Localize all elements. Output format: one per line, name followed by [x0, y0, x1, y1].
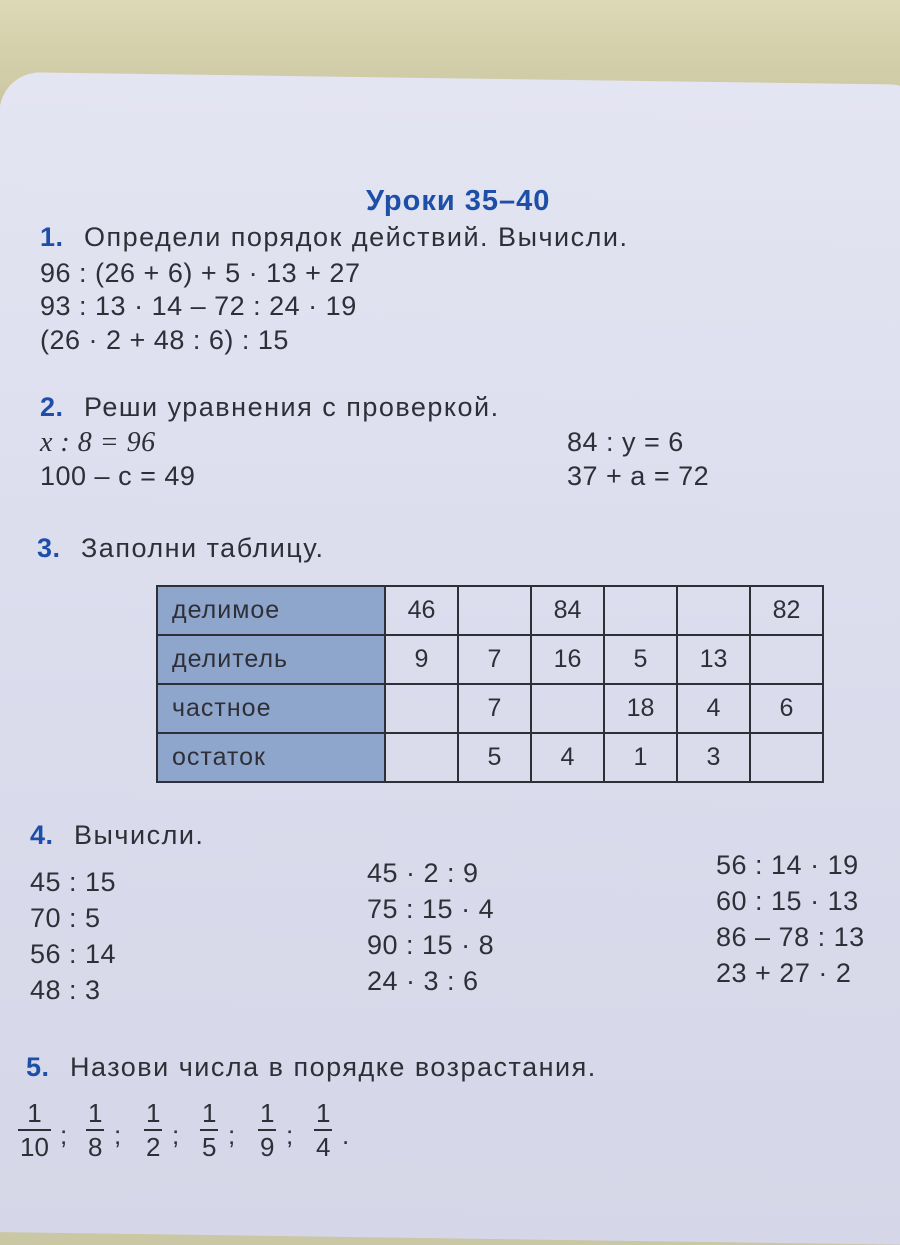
table-cell	[385, 684, 458, 733]
separator: ;	[228, 1120, 236, 1150]
expression: 60 : 15 · 13	[716, 886, 859, 916]
table-row	[157, 684, 823, 733]
expression: 86 – 78 : 13	[716, 922, 865, 952]
row-header: делимое	[157, 586, 385, 635]
separator: ;	[114, 1120, 122, 1150]
expression: 45 : 15	[30, 867, 117, 897]
separator: ;	[60, 1120, 68, 1150]
row-header: делитель	[157, 635, 385, 684]
fraction-denominator: 9	[260, 1132, 275, 1162]
equation: 84 : y = 6	[567, 427, 684, 457]
task4-instruction: Вычисли.	[74, 820, 205, 850]
expression: 24 · 3 : 6	[367, 966, 479, 996]
task5-number: 5.	[26, 1052, 50, 1082]
table-cell: 3	[677, 733, 750, 782]
fraction-denominator: 8	[88, 1132, 103, 1162]
table-cell: 46	[385, 586, 458, 635]
fraction-numerator: 1	[27, 1098, 42, 1128]
task3-instruction: Заполни таблицу.	[81, 533, 325, 563]
expression: 56 : 14	[30, 939, 117, 969]
table-row	[157, 733, 823, 782]
table-cell: 9	[385, 635, 458, 684]
equation: 100 – c = 49	[40, 461, 196, 491]
expression: 90 : 15 · 8	[367, 930, 495, 960]
equation: x : 8 = 96	[40, 427, 156, 458]
fraction	[144, 1100, 162, 1160]
fraction-bar	[144, 1129, 162, 1131]
page-title: Уроки 35–40	[366, 185, 551, 217]
table-cell: 4	[531, 733, 604, 782]
fraction-bar	[18, 1129, 51, 1131]
table-cell	[531, 684, 604, 733]
table-cell	[750, 635, 823, 684]
task2-instruction: Реши уравнения с проверкой.	[84, 392, 500, 422]
expression: 45 · 2 : 9	[367, 858, 479, 888]
equation: 37 + a = 72	[567, 461, 710, 491]
fraction-denominator: 2	[146, 1132, 161, 1162]
fraction-numerator: 1	[202, 1098, 217, 1128]
row-header: остаток	[157, 733, 385, 782]
table-row	[157, 635, 823, 684]
expression: 75 : 15 · 4	[367, 894, 495, 924]
table-cell: 13	[677, 635, 750, 684]
fraction-denominator: 10	[20, 1132, 49, 1162]
expression: 23 + 27 · 2	[716, 958, 852, 988]
expression: 48 : 3	[30, 975, 101, 1005]
row-header: частное	[157, 684, 385, 733]
table-cell	[677, 586, 750, 635]
task2-number: 2.	[40, 392, 64, 422]
table-cell: 6	[750, 684, 823, 733]
table-cell: 7	[458, 684, 531, 733]
table-cell	[750, 733, 823, 782]
fraction-numerator: 1	[146, 1098, 161, 1128]
table-cell: 7	[458, 635, 531, 684]
table-cell	[458, 586, 531, 635]
fraction-bar	[258, 1129, 276, 1131]
table-cell: 5	[458, 733, 531, 782]
table-cell: 82	[750, 586, 823, 635]
fraction-numerator: 1	[260, 1098, 275, 1128]
separator: ;	[172, 1120, 180, 1150]
fraction	[18, 1100, 51, 1160]
table-cell: 16	[531, 635, 604, 684]
fraction-denominator: 5	[202, 1132, 217, 1162]
table-row	[157, 586, 823, 635]
task1-expression: 93 : 13 · 14 – 72 : 24 · 19	[40, 291, 357, 321]
fraction-numerator: 1	[316, 1098, 331, 1128]
fraction	[200, 1100, 218, 1160]
task4-number: 4.	[30, 820, 54, 850]
task1-expression: (26 · 2 + 48 : 6) : 15	[40, 325, 289, 355]
table-cell: 1	[604, 733, 677, 782]
fraction	[258, 1100, 276, 1160]
table-cell: 18	[604, 684, 677, 733]
table-cell: 84	[531, 586, 604, 635]
fraction-bar	[200, 1129, 218, 1131]
table-cell	[385, 733, 458, 782]
fraction-denominator: 4	[316, 1132, 331, 1162]
expression: 70 : 5	[30, 903, 101, 933]
division-table	[156, 585, 824, 783]
task1-instruction: Определи порядок действий. Вычисли.	[84, 222, 629, 252]
table-cell	[604, 586, 677, 635]
expression: 56 : 14 · 19	[716, 850, 859, 880]
task1-number: 1.	[40, 222, 64, 252]
fraction-numerator: 1	[88, 1098, 103, 1128]
table-cell: 4	[677, 684, 750, 733]
fraction-bar	[314, 1129, 332, 1131]
table-cell: 5	[604, 635, 677, 684]
fraction	[314, 1100, 332, 1160]
fraction-bar	[86, 1129, 104, 1131]
separator: .	[342, 1120, 350, 1150]
task5-instruction: Назови числа в порядке возрастания.	[70, 1052, 597, 1082]
fraction	[86, 1100, 104, 1160]
task1-expression: 96 : (26 + 6) + 5 · 13 + 27	[40, 258, 361, 288]
separator: ;	[286, 1120, 294, 1150]
task3-number: 3.	[37, 533, 61, 563]
